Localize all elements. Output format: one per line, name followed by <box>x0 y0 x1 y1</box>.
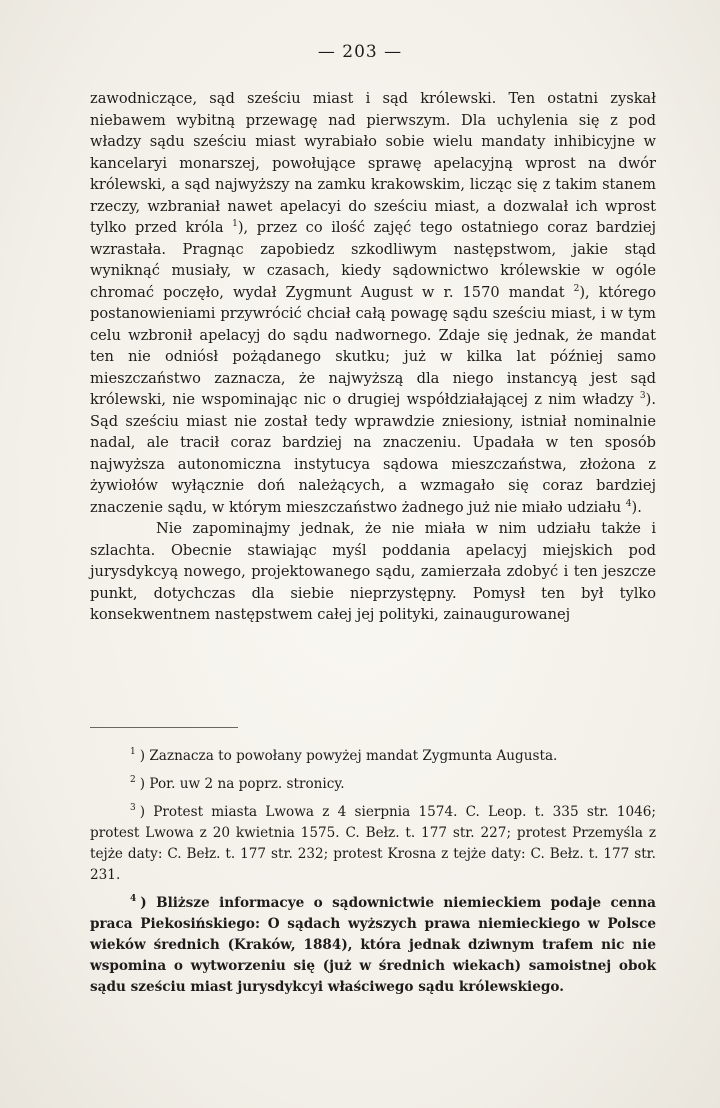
footnote-mark: 4 <box>130 894 137 905</box>
text-run: ). <box>631 498 642 516</box>
text-run: ), którego postanowieniami przywrócić chciał całą powagę sądu sześciu miast, i w tym celu wzbronił apelacyj do sądu nadwornego. Zdaje się jednak, że mandat ten nie odniósł pożądanego skutku; już w kilka lat później samo mieszczaństwo zaznacza, że najwyższą dla niego instancyą jest sąd królewski, nie wspominając nic o drugiej współdziałającej z nim władzy <box>90 283 656 408</box>
page-number: — 203 — <box>317 42 403 62</box>
footnote-ref-4: 4 <box>625 498 632 509</box>
footnote-text: ) Por. uw 2 na poprz. stronicy. <box>139 776 345 792</box>
footnote-3 <box>90 802 656 886</box>
text-run: zawodniczące, sąd sześciu miast i sąd królewski. Ten ostatni zyskał niebawem wybitną przewagę nad pierwszym. Dla uchylenia się z pod władzy sądu sześciu miast wyrabiało sobie wielu mandaty inhibicyjne w kancelaryi monarszej, powołujące sprawę apelacyjną wprost na dwór królewski, a sąd najwyższy na zamku krakowskim, licząc się z takim stanem rzeczy, wzbraniał nawet apelacyi do sześciu miast, a dozwalał ich wprost tylko przed króla <box>90 90 656 236</box>
text-run: ). Sąd sześciu miast nie został tedy wprawdzie zniesiony, istniał nominalnie nadal, ale tracił coraz bardziej na znaczeniu. Upadała w ten sposób najwyższa autonomiczna instytucya sądowa mieszczaństwa, złożona z żywiołów wyłącznie doń należących, a wzmagało się coraz bardziej znaczenie sądu, w którym mieszczaństwo żadnego już nie miało udziału <box>90 391 656 516</box>
footnote-text: ) Bliższe informacye o sądownictwie niemieckiem podaje cenna praca Piekosińskiego: O sądach wyższych prawa niemieckiego w Polsce wieków średnich (Kraków, 1884), która jednak dziwnym trafem nic nie wspomina o wytworzeniu się (już w średnich wiekach) samoistnej obok sądu sześciu miast jurysdykcyi właściwego sądu królewskiego. <box>90 895 656 995</box>
footnote-1 <box>90 746 656 767</box>
footnote-ref-3: 3 <box>639 391 646 402</box>
footnote-ref-1: 1 <box>232 219 238 230</box>
footnote-mark: 2 <box>130 775 136 786</box>
paragraph-2: Nie zapominajmy jednak, że nie miała w nim udziału także i szlachta. Obecnie stawiając myśl poddania apelacyj miejskich pod jurysdykcyą nowego, projektowanego sądu, zamierzała zdobyć i ten jeszcze punkt, dotychczas dla siebie nieprzystępny. Pomysł ten był tylko konsekwentnem następstwem całej jej polityki, zainaugurowanej <box>90 520 656 623</box>
footnotes <box>90 746 656 1005</box>
paragraph-1 <box>90 88 656 518</box>
footnote-2 <box>90 774 656 795</box>
footnote-divider <box>90 727 238 728</box>
footnote-mark: 1 <box>130 747 136 758</box>
footnote-4 <box>90 893 656 998</box>
text-run: ), przez co ilość zajęć tego ostatniego coraz bardziej wzrastała. Pragnąc zapobiedz szkodliwym następstwom, jakie stąd wyniknąć musiały, w czasach, kiedy sądownictwo królewskie w ogóle chromać poczęło, wydał Zygmunt August w r. 1570 mandat <box>90 219 656 301</box>
footnote-mark: 3 <box>130 803 136 814</box>
footnote-ref-2: 2 <box>573 283 580 294</box>
footnote-text: ) Protest miasta Lwowa z 4 sierpnia 1574. C. Leop. t. 335 str. 1046; protest Lwowa z 20 kwietnia 1575. C. Bełz. t. 177 str. 227; protest Przemyśla z tejże daty: C. Bełz. t. 177 str. 232; protest Krosna z tejże daty: C. Bełz. t. 177 str. 231. <box>90 804 656 883</box>
main-text <box>90 88 656 626</box>
footnote-text: ) Zaznacza to powołany powyżej mandat Zygmunta Augusta. <box>139 748 558 764</box>
